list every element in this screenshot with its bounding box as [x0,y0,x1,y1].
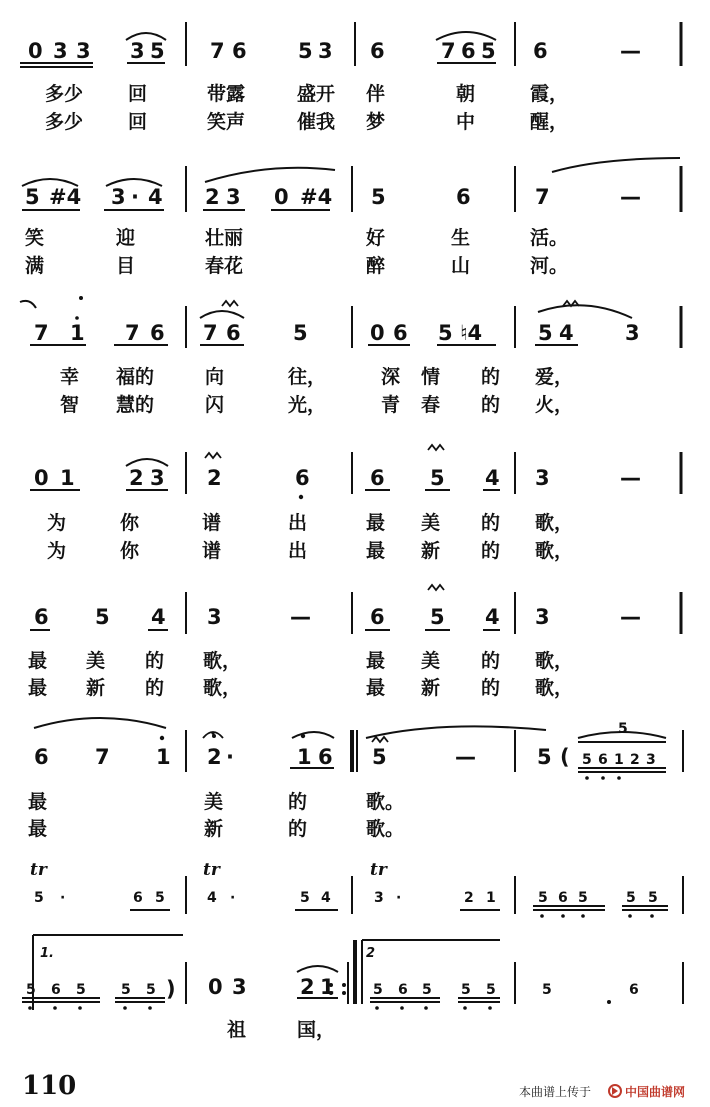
lyric: 美 [86,650,106,672]
note: 5 [155,890,165,906]
note: #4 [49,185,82,209]
note: 0 [370,321,385,345]
row-7-notes [34,890,658,906]
lyric: 最 [366,540,386,562]
note: 2 [129,466,144,490]
note: 6 [150,321,165,345]
lyric: 新 [204,818,224,840]
note: 3 [207,605,222,629]
lyric: 催我 [297,111,336,133]
lyric: 满 [25,255,45,277]
note: — [455,745,476,769]
lyric: 祖 [227,1019,247,1041]
lyric: 带露 [207,83,246,105]
note: 7 [441,39,456,63]
note: 4 [321,890,331,906]
lyric: 梦 [366,111,386,133]
note: 7 [535,185,550,209]
note: 2 [207,745,222,769]
lyric: 爱， [535,366,574,388]
note: 5 [300,890,310,906]
note: 2 [630,752,640,768]
note: 5 [538,321,553,345]
note: 4 [207,890,217,906]
note: 3 [318,39,333,63]
lyric: 伴 [366,83,386,105]
note: 3 [111,185,126,209]
note: 5 [538,890,548,906]
row-8-graphics [22,935,683,1010]
note: 7 [203,321,218,345]
note: 5 [542,982,552,998]
note: 4 [151,605,166,629]
lyric: 深 [381,366,401,388]
note: 2 [207,466,222,490]
lyric: 你 [120,512,140,534]
lyric: 的 [481,394,501,416]
row-3-graphics [20,301,681,348]
note: 5 [95,605,110,629]
note: 4 [148,185,163,209]
note: 1 [70,321,85,345]
lyric: 最 [366,512,386,534]
note: · [226,745,234,769]
lyric: 歌， [535,540,574,562]
lyric: 美 [421,512,441,534]
footer [22,1071,685,1101]
note: 5 [481,39,496,63]
note: 0 [28,39,43,63]
lyric: 歌， [203,650,242,672]
lyric: 歌， [535,512,574,534]
volta-2-label: 2 [366,946,376,961]
row-5-notes [34,605,641,629]
note: 6 [398,982,408,998]
note: 0 [208,975,223,999]
lyric: 笑 [25,227,45,249]
row-5-graphics [30,592,681,634]
lyric: 新 [421,677,441,699]
note: 5 [373,982,383,998]
note: 3 [150,466,165,490]
note: 6 [34,605,49,629]
mordent-mark [372,737,388,742]
lyric: 春花 [205,255,244,277]
row-7-trills [30,860,388,880]
row-2-notes [25,185,641,209]
note: 7 [125,321,140,345]
note: 3 [535,605,550,629]
site-logo [609,1084,685,1099]
trill-mark: tr [203,860,220,880]
upload-text: 本曲谱上传于 [519,1085,592,1099]
lyric: 慧的 [116,394,155,416]
note: 3 [535,466,550,490]
note: · [230,890,236,906]
trill-mark: tr [370,860,387,880]
note: ( [560,745,570,769]
lyric: 歌， [535,677,574,699]
lyric: 火， [535,394,574,416]
note: 7 [95,745,110,769]
note: 5 [626,890,636,906]
note: 5 [537,745,552,769]
note: 1 [60,466,75,490]
lyric: 的 [288,818,308,840]
note: 6 [370,466,385,490]
lyric: 壮丽 [205,227,244,249]
lyric: 新 [86,677,106,699]
note: 6 [226,321,241,345]
lyric: 向 [205,366,225,388]
note: 1 [156,745,171,769]
row-4-notes [34,466,641,490]
lyric: 的 [145,677,165,699]
note: 5 [578,890,588,906]
lyric: 福的 [116,366,155,388]
lyric: 最 [28,818,48,840]
note: 5 [293,321,308,345]
note: 5 [34,890,44,906]
note: 4 [485,466,500,490]
note: 5 [372,745,387,769]
row-1-graphics [20,22,681,67]
site-logo-text: 中国曲谱网 [625,1085,686,1099]
note: 5 [371,185,386,209]
note: 7 [210,39,225,63]
note: — [620,185,641,209]
note: — [620,466,641,490]
lyric: 笑声 [207,111,246,133]
note: 6 [318,745,333,769]
lyric: 春 [421,394,441,416]
lyric: 中 [456,111,476,133]
lyric: 生 [451,227,471,249]
note: 5 [438,321,453,345]
note: 5 [486,982,496,998]
lyric: 为 [47,512,67,534]
note: — [620,39,641,63]
note: 3 [226,185,241,209]
lyric: 盛开 [297,83,336,105]
trill-mark: tr [30,860,47,880]
note: 6 [533,39,548,63]
note: 3 [130,39,145,63]
note: 0 [34,466,49,490]
lyric: 智 [60,394,80,416]
lyric: 美 [204,791,224,813]
lyric: 谱 [202,540,222,562]
lyric: 的 [481,366,501,388]
mordent-mark [428,445,444,450]
note: ♮4 [460,321,483,345]
page-number: 110 [22,1071,77,1101]
note: 5 [430,605,445,629]
note: · [131,185,139,209]
lyric: 为 [47,540,67,562]
lyric: 的 [481,677,501,699]
lyric: 最 [28,650,48,672]
lyric: 霞， [530,83,569,105]
lyric: 的 [288,791,308,813]
note: · [60,890,66,906]
note: — [620,605,641,629]
note: — [290,605,311,629]
lyric: 歌。 [366,818,405,840]
lyric: 醒， [530,111,569,133]
row-3-notes [34,321,640,345]
lyric: 活。 [530,227,569,249]
row-1-notes [28,39,641,63]
note: 7 [34,321,49,345]
lyric: 你 [120,540,140,562]
note: 0 [274,185,289,209]
note: 5 [430,466,445,490]
note: 5 [648,890,658,906]
lyric: 迎 [116,227,136,249]
note: 6 [370,39,385,63]
mordent-mark [428,585,444,590]
note: 5 [146,982,156,998]
lyric: 国， [297,1019,336,1041]
note: 6 [461,39,476,63]
mordent-mark [205,453,221,458]
note: 2 [300,975,315,999]
lyric: 回 [128,111,148,133]
lyric: 往， [288,366,327,388]
note: 6 [295,466,310,490]
note: 5 [121,982,131,998]
lyric: 的 [481,540,501,562]
lyric: 歌。 [366,791,405,813]
lyric: 青 [381,394,401,416]
note: 5 [298,39,313,63]
lyric: 最 [28,677,48,699]
lyric: 的 [481,650,501,672]
note: 6 [370,605,385,629]
lyric: 好 [366,227,386,249]
row-6-notes [34,721,656,769]
lyric: 山 [451,255,471,277]
note: 3 [76,39,91,63]
lyric: 光， [288,394,327,416]
lyric: 朝 [456,83,476,105]
note: 6 [629,982,639,998]
lyric: 新 [421,540,441,562]
note: ) [166,977,176,1001]
lyric: 最 [366,650,386,672]
note: 6 [232,39,247,63]
lyric: 的 [145,650,165,672]
note: 4 [485,605,500,629]
lyric: 多少 [45,111,84,133]
note: 3 [232,975,247,999]
lyric: 情 [421,366,441,388]
volta-1-label: 1. [40,946,54,961]
note: #4 [300,185,333,209]
note: · [396,890,402,906]
lyric: 谱 [202,512,222,534]
lyric: 回 [128,83,148,105]
note: 1 [320,975,335,999]
volta-markers [40,946,375,961]
note: 3 [625,321,640,345]
note: 6 [456,185,471,209]
note: 5 [26,982,36,998]
lyric: 多少 [45,83,84,105]
note: 6 [393,321,408,345]
note: 5 [25,185,40,209]
note: 6 [133,890,143,906]
lyric: 的 [481,512,501,534]
note: 5 [422,982,432,998]
lyric: 闪 [205,394,225,416]
note: 1 [614,752,624,768]
note: 3 [374,890,384,906]
lyric: 出 [288,540,308,562]
lyric: 醉 [366,255,386,277]
row-4-graphics [30,452,681,494]
note: 5 [150,39,165,63]
note: 6 [558,890,568,906]
note: 5 [582,752,592,768]
note: 3 [646,752,656,768]
note: 4 [559,321,574,345]
lyric: 美 [421,650,441,672]
note: 1 [486,890,496,906]
lyric: 河。 [530,255,569,277]
note: 5 [461,982,471,998]
lyric: 目 [116,255,136,277]
note: 2 [205,185,220,209]
lyric: 最 [28,791,48,813]
note: 6 [51,982,61,998]
note: 1 [297,745,312,769]
note: 5 [76,982,86,998]
note: 3 [53,39,68,63]
note: 2 [464,890,474,906]
note: 6 [34,745,49,769]
lyric: 幸 [60,366,80,388]
mordent-mark [222,301,238,306]
tuplet-number: 5 [618,721,628,737]
lyric: 歌， [535,650,574,672]
lyric: 最 [366,677,386,699]
lyric: 歌， [203,677,242,699]
note: 6 [598,752,608,768]
lyric: 出 [288,512,308,534]
